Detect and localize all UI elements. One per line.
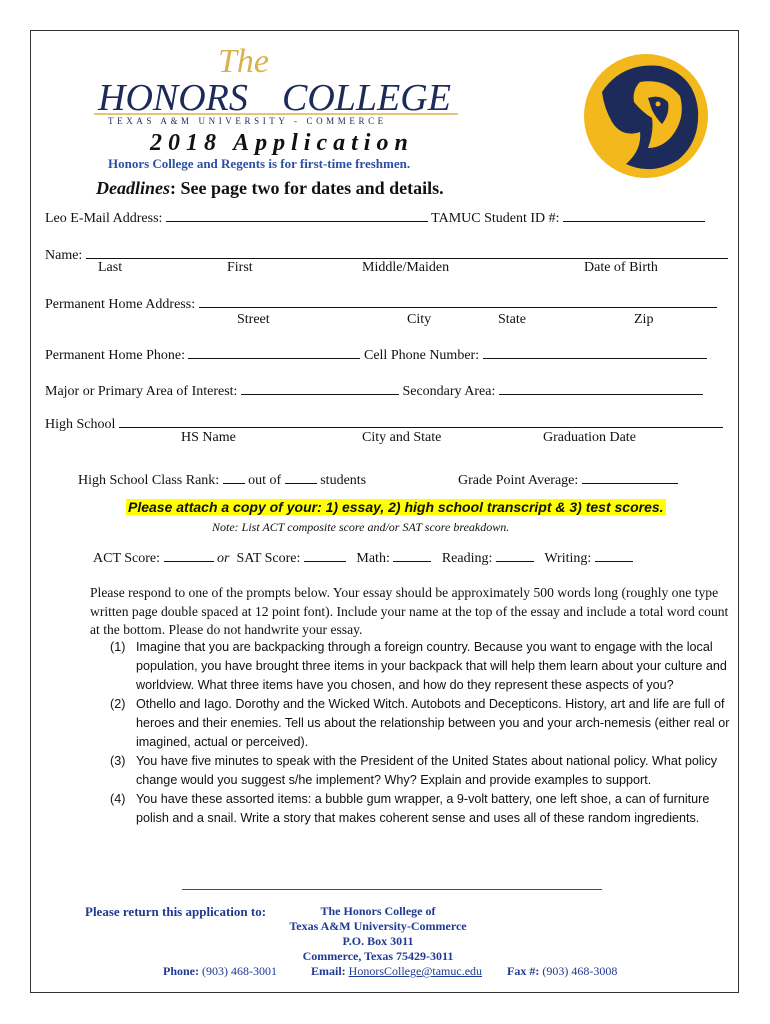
essay-prompt xyxy=(110,638,730,695)
phone-value: (903) 468-3001 xyxy=(202,964,277,978)
cell-phone-label: Cell Phone Number: xyxy=(363,348,480,363)
gpa-label: Grade Point Average: xyxy=(458,473,579,488)
return-label: Please return this application to: xyxy=(85,904,267,919)
prompt-text: You have these assorted items: a bubble gum wrapper, a 9-volt battery, one left shoe, a can of furniture polish and a snail. Write a story that makes coherent sense and uses all of these random ingredients. xyxy=(136,792,710,825)
address-line: Commerce, Texas 75429-3011 xyxy=(302,949,454,963)
gpa-row xyxy=(458,469,678,489)
reading-label: Reading: xyxy=(441,551,493,566)
prompt-text: Imagine that you are backpacking through a foreign country. Because you want to engage with the local population, you have brought three items in your backpack that will help them learn about your culture and worldview. What three items have you chosen, and how do they represent these aspects of you? xyxy=(136,640,727,692)
class-rank-label: High School Class Rank: xyxy=(78,473,220,488)
footer-divider xyxy=(182,889,602,890)
lion-mascot-logo xyxy=(582,52,710,180)
hs-name-caption: HS Name xyxy=(181,430,236,445)
application-title: 2018 Application xyxy=(150,130,414,156)
deadlines-label: Deadlines xyxy=(96,178,170,198)
essay-prompt xyxy=(110,695,730,752)
fax-info xyxy=(507,964,617,979)
reading-score-field[interactable] xyxy=(496,547,534,562)
class-size-field[interactable] xyxy=(285,469,317,484)
leo-email-label: Leo E-Mail Address: xyxy=(45,211,163,226)
out-of-label: out of xyxy=(248,473,282,488)
address-state-caption: State xyxy=(498,312,526,327)
major-row xyxy=(45,380,703,400)
high-school-label: High School xyxy=(45,417,116,432)
email-label: Email: xyxy=(311,964,346,978)
name-middle-caption: Middle/Maiden xyxy=(362,260,450,275)
prompt-number: (1) xyxy=(110,640,126,654)
name-field[interactable] xyxy=(86,244,728,259)
phone-row xyxy=(45,344,707,364)
class-rank-row xyxy=(78,469,366,489)
essay-prompt xyxy=(110,790,730,828)
student-id-field[interactable] xyxy=(563,207,705,222)
fax-label: Fax #: xyxy=(507,964,540,978)
sat-score-field[interactable] xyxy=(304,547,346,562)
prompt-text: You have five minutes to speak with the President of the United States about national policy. What policy change would you suggest s/he implement? Why? Explain and provide examples to support. xyxy=(136,754,718,787)
name-last-caption: Last xyxy=(98,260,123,275)
cell-phone-field[interactable] xyxy=(483,344,707,359)
act-score-field[interactable] xyxy=(164,547,214,562)
prompt-number: (2) xyxy=(110,697,126,711)
fax-value: (903) 468-3008 xyxy=(542,964,618,978)
phone-info xyxy=(163,964,277,979)
logo-honors: HONORS xyxy=(98,77,248,119)
home-phone-field[interactable] xyxy=(188,344,360,359)
writing-score-field[interactable] xyxy=(595,547,633,562)
address-zip-caption: Zip xyxy=(634,312,654,327)
email-info xyxy=(311,964,482,979)
deadlines-text: : See page two for dates and details. xyxy=(170,178,444,198)
phone-label: Phone: xyxy=(163,964,199,978)
email-row xyxy=(45,207,705,227)
major-label: Major or Primary Area of Interest: xyxy=(45,384,238,399)
hs-city-state-caption: City and State xyxy=(362,430,442,445)
address-line: P.O. Box 3011 xyxy=(342,934,414,948)
home-phone-label: Permanent Home Phone: xyxy=(45,348,185,363)
score-note: Note: List ACT composite score and/or SAT score breakdown. xyxy=(212,520,510,534)
email-link[interactable]: HonorsCollege@tamuc.edu xyxy=(348,964,483,978)
math-label: Math: xyxy=(356,551,390,566)
address-city-caption: City xyxy=(407,312,432,327)
students-label: students xyxy=(320,473,367,488)
mailing-address xyxy=(288,904,468,964)
secondary-area-label: Secondary Area: xyxy=(402,384,496,399)
major-field[interactable] xyxy=(241,380,399,395)
or-label: or xyxy=(217,551,230,566)
act-score-label: ACT Score: xyxy=(93,551,161,566)
attachments-notice: Please attach a copy of your: 1) essay, 2) high school transcript & 3) test scores. xyxy=(128,499,664,515)
writing-label: Writing: xyxy=(544,551,592,566)
logo-university: TEXAS A&M UNIVERSITY - COMMERCE xyxy=(108,116,387,126)
address-line: The Honors College of xyxy=(320,904,436,918)
math-score-field[interactable] xyxy=(393,547,431,562)
secondary-area-field[interactable] xyxy=(499,380,703,395)
essay-instructions: Please respond to one of the prompts below. Your essay should be approximately 500 words long (roughly one type written page double spaced at 12 point font). Include your name at the top of the essay and include a total word count at the bottom. Please do not handwrite your essay. xyxy=(90,585,729,637)
hs-graduation-caption: Graduation Date xyxy=(543,430,636,445)
deadlines-note xyxy=(96,178,444,199)
prompt-number: (3) xyxy=(110,754,126,768)
class-rank-field[interactable] xyxy=(223,469,245,484)
name-label: Name: xyxy=(45,248,83,263)
address-row xyxy=(45,293,717,313)
scores-row xyxy=(93,547,633,567)
essay-prompts xyxy=(110,638,730,828)
logo-college: COLLEGE xyxy=(282,77,451,119)
prompt-number: (4) xyxy=(110,792,126,806)
address-line: Texas A&M University-Commerce xyxy=(289,919,467,933)
leo-email-field[interactable] xyxy=(166,207,428,222)
address-street-caption: Street xyxy=(237,312,270,327)
logo-the: The xyxy=(218,43,269,80)
home-address-field[interactable] xyxy=(199,293,717,308)
high-school-field[interactable] xyxy=(119,413,723,428)
student-id-label: TAMUC Student ID #: xyxy=(431,211,560,226)
name-first-caption: First xyxy=(227,260,253,275)
home-address-label: Permanent Home Address: xyxy=(45,297,196,312)
eligibility-subtitle: Honors College and Regents is for first-time freshmen. xyxy=(108,156,411,171)
essay-prompt xyxy=(110,752,730,790)
gpa-field[interactable] xyxy=(582,469,678,484)
sat-score-label: SAT Score: xyxy=(236,551,301,566)
honors-college-logo xyxy=(70,38,472,128)
prompt-text: Othello and Iago. Dorothy and the Wicked Witch. Autobots and Decepticons. History, art and life are full of heroes and their enemies. Tell us about the relationship between you and your arch-nemesis (either real or imagined, actual or perceived). xyxy=(136,697,730,749)
name-dob-caption: Date of Birth xyxy=(584,260,658,275)
